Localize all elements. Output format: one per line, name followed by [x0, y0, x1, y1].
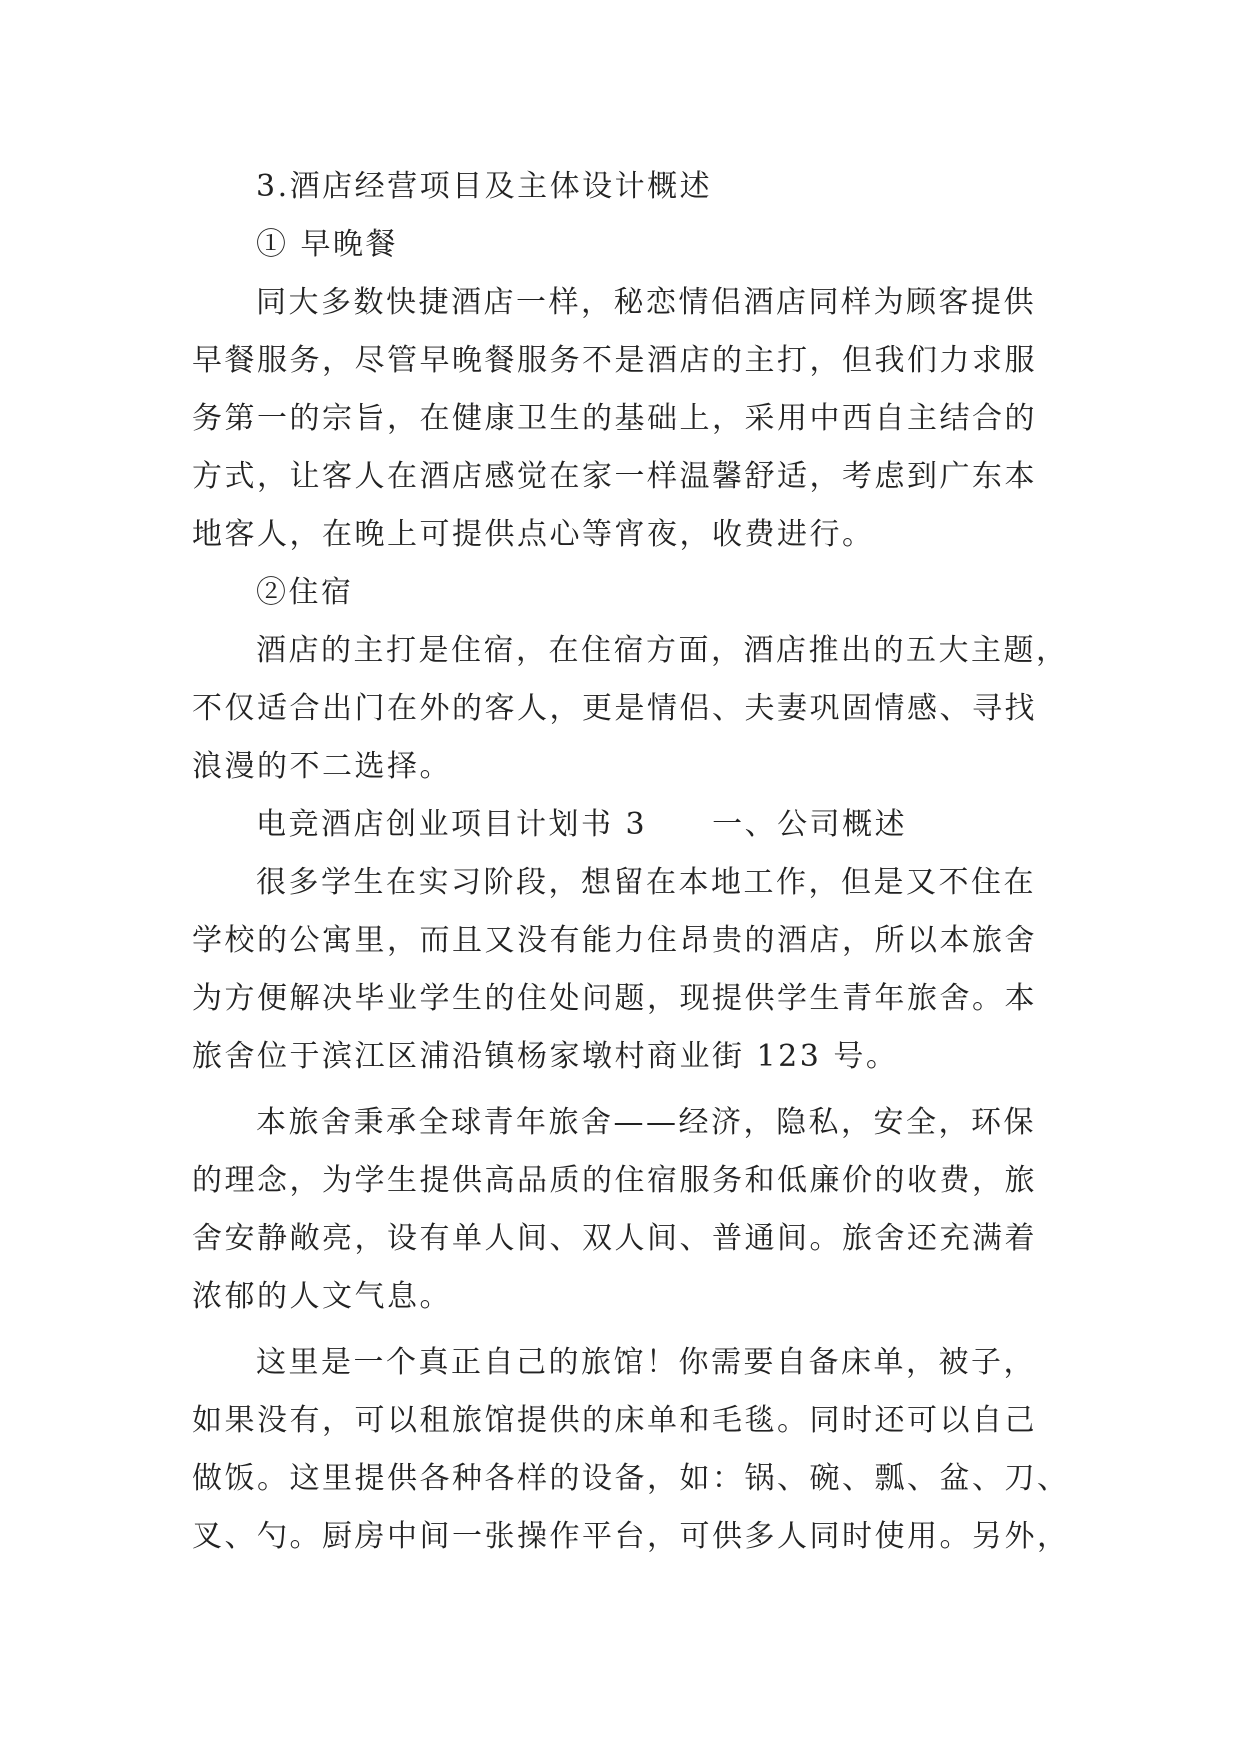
- paragraph-line: 这里是一个真正自己的旅馆！你需要自备床单，被子，: [256, 1345, 1036, 1380]
- document-body: [192, 158, 1070, 1566]
- paragraph-gap: [192, 1326, 1056, 1334]
- paragraph-line: 叉、勺。厨房中间一张操作平台，可供多人同时使用。另外，: [192, 1519, 1070, 1554]
- paragraph-line: 做饭。这里提供各种各样的设备，如：锅、碗、瓢、盆、刀、: [192, 1461, 1070, 1496]
- paragraph-gap: [192, 1086, 1056, 1094]
- paragraph-line: 旅舍位于滨江区浦沿镇杨家墩村商业街 123 号。: [192, 1039, 899, 1074]
- paragraph-line: 方式，让客人在酒店感觉在家一样温馨舒适，考虑到广东本: [192, 459, 1037, 494]
- paragraph-line: 浓郁的人文气息。: [192, 1279, 452, 1314]
- paragraph-line: 很多学生在实习阶段，想留在本地工作，但是又不住在: [256, 865, 1036, 900]
- paragraph-line: 务第一的宗旨，在健康卫生的基础上，采用中西自主结合的: [192, 401, 1037, 436]
- paragraph-hostel-facilities: [192, 1334, 1070, 1566]
- paragraph-line: 浪漫的不二选择。: [192, 749, 452, 784]
- paragraph-line: 早餐服务，尽管早晚餐服务不是酒店的主打，但我们力求服: [192, 343, 1037, 378]
- paragraph-hostel-philosophy: [192, 1094, 1056, 1326]
- section-heading: 3.酒店经营项目及主体设计概述: [256, 169, 713, 204]
- subheading-accommodation: ②住宿: [256, 575, 354, 610]
- subheading-breakfast-dinner: ① 早晚餐: [256, 227, 399, 262]
- paragraph-line: 学校的公寓里，而且又没有能力住昂贵的酒店，所以本旅舍: [192, 923, 1037, 958]
- paragraph-line: 不仅适合出门在外的客人，更是情侣、夫妻巩固情感、寻找: [192, 691, 1037, 726]
- paragraph-line: 酒店的主打是住宿，在住宿方面，酒店推出的五大主题，: [256, 633, 1069, 668]
- paragraph-line: 舍安静敞亮，设有单人间、双人间、普通间。旅舍还充满着: [192, 1221, 1037, 1256]
- paragraph-line: 本旅舍秉承全球青年旅舍——经济，隐私，安全，环保: [256, 1105, 1036, 1140]
- paragraph-line: 的理念，为学生提供高品质的住宿服务和低廉价的收费，旅: [192, 1163, 1037, 1198]
- paragraph-line: 如果没有，可以租旅馆提供的床单和毛毯。同时还可以自己: [192, 1403, 1037, 1438]
- paragraph-accommodation: [192, 622, 1069, 796]
- plan-title: 电竞酒店创业项目计划书 3 一、公司概述: [256, 807, 908, 842]
- paragraph-hostel-intro: [192, 854, 1056, 1086]
- paragraph-breakfast: [192, 274, 1056, 564]
- paragraph-line: 同大多数快捷酒店一样，秘恋情侣酒店同样为顾客提供: [256, 285, 1036, 320]
- paragraph-line: 为方便解决毕业学生的住处问题，现提供学生青年旅舍。本: [192, 981, 1037, 1016]
- paragraph-line: 地客人，在晚上可提供点心等宵夜，收费进行。: [192, 517, 875, 552]
